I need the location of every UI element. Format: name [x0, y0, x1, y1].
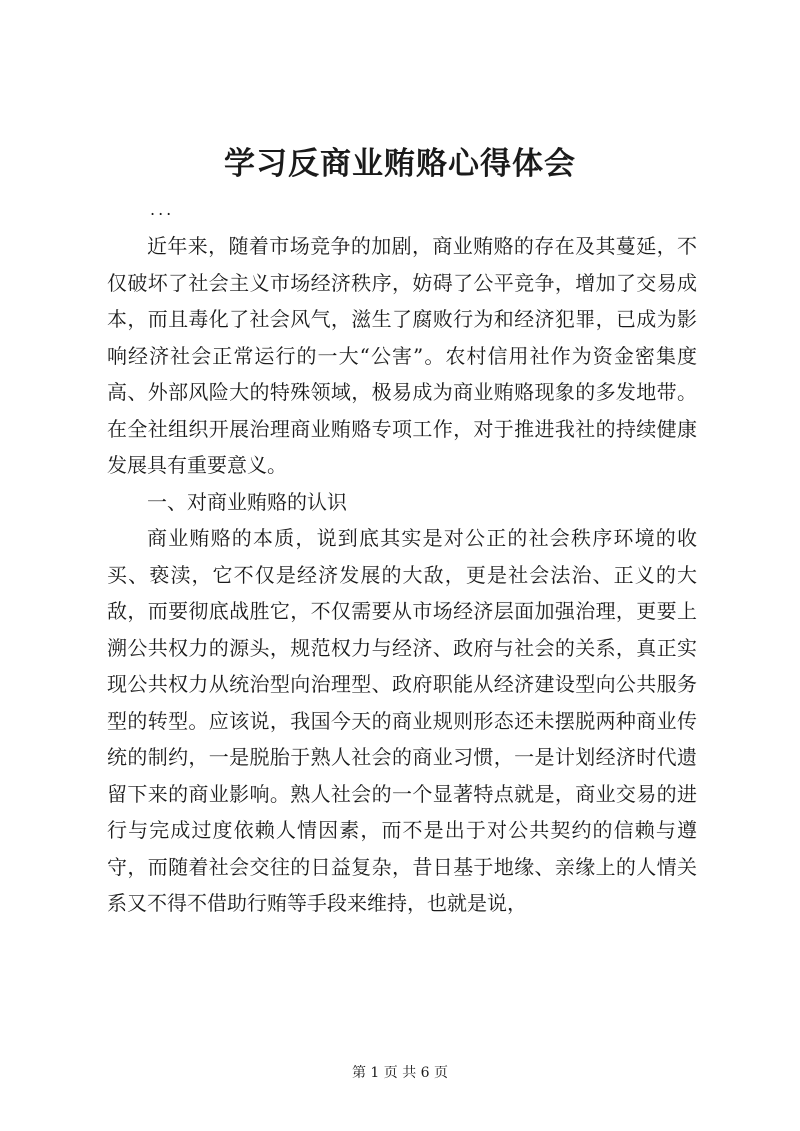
- section-heading: 一、对商业贿赂的认识: [147, 489, 347, 514]
- page-title: 学习反商业贿赂心得体会: [224, 146, 576, 182]
- paragraph-intro: 近年来，随着市场竞争的加剧，商业贿赂的存在及其蔓延，不仅破坏了社会主义市场经济秩序，妨碍了公平竞争，增加了交易成本，而且毒化了社会风气，滋生了腐败行为和经济犯罪，已成为影响经济社会正常运行的一大“公害”。农村信用社作为资金密集度高、外部风险大的特殊领域，极易成为商业贿赂现象的多发地带。在全社组织开展治理商业贿赂专项工作，对于推进我社的持续健康发展具有重要意义。: [107, 234, 697, 477]
- ellipsis-marker: ...: [150, 200, 175, 219]
- document-body: [107, 228, 697, 922]
- paragraph-section-one: 商业贿赂的本质，说到底其实是对公正的社会秩序环境的收买、亵渎，它不仅是经济发展的大敌，更是社会法治、正义的大敌，而要彻底战胜它，不仅需要从市场经济层面加强治理，更要上溯公共权力的源头，规范权力与经济、政府与社会的关系，真正实现公共权力从统治型向治理型、政府职能从经济建设型向公共服务型的转型。应该说，我国今天的商业规则形态还未摆脱两种商业传统的制约，一是脱胎于熟人社会的商业习惯，一是计划经济时代遗留下来的商业影响。熟人社会的一个显著特点就是，商业交易的进行与完成过度依赖人情因素，而不是出于对公共契约的信赖与遵守，而随着社会交往的日益复杂，昔日基于地缘、亲缘上的人情关系又不得不借助行贿等手段来维持，也就是说，: [107, 526, 697, 915]
- page-footer: 第 1 页 共 6 页: [351, 1065, 449, 1081]
